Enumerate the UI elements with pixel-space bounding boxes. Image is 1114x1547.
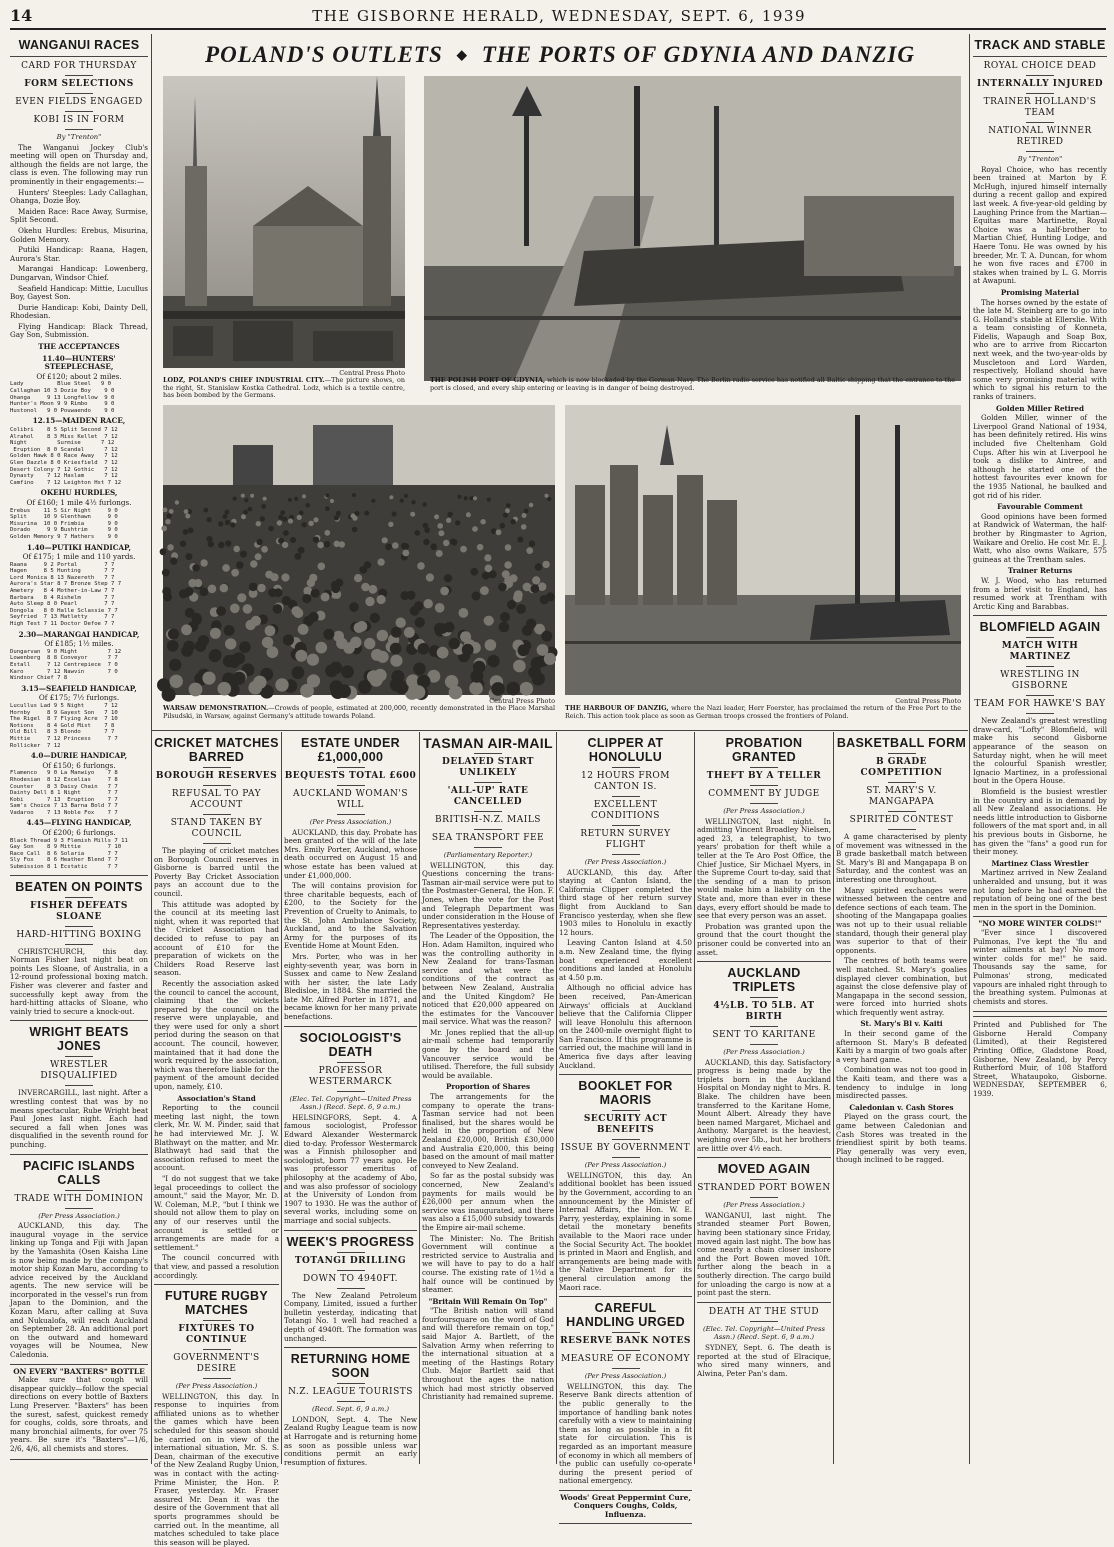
race-selection: Seafield Handicap: Mittie, Lucullus Boy, Gayest Son.: [10, 283, 148, 302]
article-paragraph: WELLINGTON, this day. An additional booklet has been issued by the Government, according to an announcement by the Minister of Internal Affairs, the Hon. W. E. Parry, yesterday, explaining in some detail the monetary benefits available to the Maori race under the Social Security Act. The booklet is printed in Maori and English, and arrangements are being made with the Native Department for its general circulation among the Maori race.: [559, 1170, 692, 1292]
race-cards: [10, 355, 148, 871]
headline-rugby: FUTURE RUGBY MATCHES: [165, 1289, 268, 1318]
article-paragraph: The council concurred with that view, and passed a resolution accordingly.: [154, 1253, 279, 1280]
race-card-title: 11.40—HUNTERS' STEEPLECHASE,: [42, 353, 116, 372]
section-heading: "Britain Will Remain On Top": [428, 1296, 548, 1306]
race-card-title: 4.0—DURIE HANDICAP,: [30, 751, 128, 761]
subhead: HARD-HITTING BOXING: [16, 929, 142, 940]
photo-caption-lodz: LODZ, POLAND'S CHIEF INDUSTRIAL CITY.—The picture shows, on the right, St. Stanislaw Kostka Cathedral. Lodz, which is a textile centre, has been bombed by the Germans.: [163, 376, 405, 400]
danzig-harbour-illustration: [565, 405, 961, 695]
article-paragraph: The Leader of the Opposition, the Hon. Adam Hamilton, inquired who was the controlling authority in New Zealand for trans-Tasman service and what were the conditions of the contract as between New Zealand, Australia and the United Kingdom? He noticed that £20,000 appeared on the estimates for the Vancouver mail service. What was the reason?: [422, 931, 554, 1027]
subhead: PROFESSOR WESTERMARCK: [309, 1065, 392, 1087]
byline: (Per Press Association.): [723, 1048, 805, 1057]
subhead: ST. MARY'S V. MANGAPAPA: [866, 786, 937, 807]
subhead: 4½LB. TO 5LB. AT BIRTH: [713, 1001, 815, 1023]
masthead-title: THE GISBORNE HERALD, WEDNESDAY, SEPT. 6, 1939: [312, 7, 807, 25]
article-paragraph: The centres of both teams were well matched. St. Mary's goalies displayed clever combination, but against the close defensive play of Mangapapa in the second session, were forced into hurried shots which frequently went astray.: [836, 956, 967, 1017]
subhead: FISHER DEFEATS SLOANE: [30, 900, 128, 922]
article-paragraph: "The British nation will stand fourfoursquare on the word of God and will therefore remain on top," said Major A. Bartlett, of the Salvation Army when referring to the international situation at a meeting of the Hastings Rotary Club. Major Bartlett said that throughout the ages the nation which had most strictly observed Christianity had remained supreme.: [422, 1306, 554, 1402]
subhead: TEAM FOR HAWKE'S BAY: [974, 699, 1106, 710]
subhead: RESERVE BANK NOTES: [560, 1336, 691, 1347]
section-heading: Martinez Class Wrestler: [991, 858, 1089, 868]
subhead: WRESTLER DISQUALIFIED: [40, 1060, 118, 1082]
subhead: SPIRITED CONTEST: [849, 815, 954, 825]
section-heading: Caledonian v. Cash Stores: [849, 1102, 954, 1112]
article-paragraph: AUCKLAND, this day. After staying at Canton Island, the California Clipper completed the third stage of her return survey flight from Auckland to San Francisco yesterday, when she flew 1903 miles to Honolulu in exactly 12 hours.: [559, 867, 692, 937]
subhead: COMMENT BY JUDGE: [708, 789, 820, 799]
printer-imprint: Printed and Published for The Gisborne Herald Company (Limited), at their Registered Printing Office, Gladstone Road, Gisborne, New Zealand, by Percy Rutherford Muir, of 108 Stafford Street, Whataupoko, Gisborne. WEDNESDAY, SEPTEMBER 6, 1939.: [973, 1020, 1107, 1099]
subhead: FIXTURES TO CONTINUE: [178, 1324, 255, 1346]
article-paragraph: Combination was not too good in the Kaiti team, and there was a tendency to indulge in long misdirected passes.: [836, 1065, 967, 1101]
headline-tasman: TASMAN AIR-MAIL: [423, 735, 553, 751]
diamond-icon: ◆: [456, 47, 468, 62]
section-heading: Association's Stand: [177, 1093, 256, 1103]
race-selection: Okehu Hurdles: Erebus, Misurina, Golden Memory.: [10, 225, 148, 244]
article-paragraph: WANGANUI, last night. The stranded steamer Port Bowen, having been stationary since Friday, moved again last night. The bow has come nearly a chain closer inshore and the Port Bowen moved 10ft. further along the beach in a southerly direction. The cargo build for unloading the cargo is now at a point past the stern.: [697, 1210, 831, 1298]
race-card-conditions: Of £185; 1½ miles.: [44, 639, 114, 649]
subhead: 'ALL-UP' RATE CANCELLED: [447, 786, 529, 807]
column-cricket: [154, 734, 279, 1547]
photo-caption-warsaw: WARSAW DEMONSTRATION.—Crowds of people, estimated at 200,000, recently demonstrated in the Place Marshal Pilsudski, in Warsaw, against Germany's attitude towards Poland.: [163, 704, 555, 720]
subhead: SECURITY ACT BENEFITS: [583, 1114, 668, 1136]
race-selection: Hunters' Steeples: Lady Callaghan, Ohanga, Dozie Boy.: [10, 187, 148, 206]
column-basketball: [836, 734, 967, 1464]
subhead: SEA TRANSPORT FEE: [431, 833, 545, 843]
advert-text: Make sure that cough will disappear quickly—follow the special directions on every bottle of Baxters Lung Preserver. "Baxters" has been the surest, safest, quickest remedy for coughs, colds, sore throats, and many bronchial ailments, for over 75 years. Be sure it's "Baxters"—1/6, 2/6, 4/6, all chemists and stores.: [10, 1375, 148, 1453]
article-paragraph: The horses owned by the estate of the late M. Steinberg are to go into G. Holland's stable at Ellerslie. With a team consisting of Konneta, Fidelis, Wapaugh and Soap Box, who are to arrive from Riccarton next week, and the two-year-olds by Muscletoon and Lord Warden, respectively, Holland should have some very promising material with which to signal his return to the ranks of trainers.: [973, 297, 1107, 402]
subhead: CARD FOR THURSDAY: [21, 61, 137, 71]
headline-triplets: AUCKLAND TRIPLETS: [727, 966, 801, 995]
article-paragraph: AUCKLAND, this day. The inaugural voyage in the service linking up Tonga and Fiji with Japan by the Yamashita (Osen Kaisha Line is now being made by the company's motor ship Kozan Maru, according to advice received by the Auckland agents. The new service will be incorporated in the vessel's run from Japan to the Dominion, and the Kozan Maru, after calling at Suva and Nukualofa, will reach Auckland on September 28. An additional port on the outward and homeward voyages will be Noumea, New Caledonia.: [10, 1221, 148, 1360]
subhead: BRITISH-N.Z. MAILS: [435, 815, 541, 825]
subhead: WRESTLING IN GISBORNE: [1000, 670, 1080, 692]
byline: (Per Press Association.): [584, 1161, 667, 1170]
banner-right: THE PORTS OF GDYNIA AND DANZIG: [481, 42, 915, 67]
photo-caption-gdynia: THE POLISH PORT OF GDYNIA, which is now blockaded by the German Navy. The Berlin radio service has notified all Baltic shipping that the entrance to the port is closed, and every ship entering or leaving is in danger of being destroyed.: [430, 376, 955, 392]
race-selection: Flying Handicap: Black Thread, Gay Son, Submission.: [10, 321, 148, 340]
article-paragraph: The New Zealand Petroleum Company, Limited, issued a further bulletin yesterday, indicating that Totangi No. 1 well had reached a depth of 4940ft. The formation was unchanged.: [284, 1290, 417, 1343]
race-card-acceptances: Black Thread 9 3 Flemish Mills 7 11 Gay Son 8 9 Mittie 7 10 Race Call 8 6 Solaria 7 7 Sly Fox 8 6 Heather Blend 7 7 Submission 8 1 Ecstatic 7 7: [10, 837, 128, 871]
advert-text: Woods' Great Peppermint Cure, Conquers Coughs, Colds, Influenza.: [560, 1492, 691, 1520]
headline-wanganui-races: WANGANUI RACES: [18, 38, 140, 52]
article-paragraph: HELSINGFORS, Sept. 4. A famous sociologist, Professor Edward Alexander Westermarck died to-day. Professor Westermarck was a Finnish philosopher and sociologist, born 77 years ago. He was professor emeritus of philosophy at the academy of Abo, and was also professor of sociology at the University of London from 1907 to 1930. He was the author of several works, including some on marriage and social subjects.: [284, 1112, 417, 1225]
article-paragraph: Many spirited exchanges were witnessed between the centre and defence sections of each team. The shooting of the Mangapapa goalies was not up to their usual reliable standard, though their general play was superior to that of their opponents.: [836, 885, 967, 955]
article-paragraph: The will contains provision for three charitable bequests, each of £200, to the Society for the Prevention of Cruelty to Animals, to the St. John Ambulance Society, Auckland, and to the Salvation Army for the purposes of its Eventide Home at Mount Eden.: [284, 881, 417, 951]
race-card-acceptances: Raana 9 2 Portal 7 7 Hagen 8 5 Hunting 7 7 Lord Monica 8 13 Nazereth 7 7 Aurora's Star 8 7 Bronze Step 7 7 Ametery 8 4 Mother-in-Law 7 7 Barbara 8 4 Rishelm 7 7 Auto Sleep 8 0 Pearl 7 7 Dongola 8 0 Halle Sclassie 7 7 Seyfried 7 13 Matletty 7 7 High Test 7 11 Doctor Defoe 7 7: [10, 561, 122, 628]
section-heading: Favourable Comment: [997, 502, 1083, 512]
byline: By "Trenton": [56, 133, 102, 141]
headline-wright-beats-jones: WRIGHT BEATS JONES: [29, 1025, 129, 1054]
column-estate: [284, 734, 417, 1467]
subhead: MEASURE OF ECONOMY: [561, 1354, 690, 1365]
subhead: GOVERNMENT'S DESIRE: [173, 1353, 260, 1375]
subhead: STRANDED PORT BOWEN: [697, 1183, 831, 1194]
subhead: DOWN TO 4940FT.: [302, 1273, 398, 1284]
subhead: SENT TO KARITANE: [712, 1030, 816, 1041]
section-heading: Proportion of Shares: [445, 1082, 531, 1092]
headline-blomfield: BLOMFIELD AGAIN: [979, 620, 1101, 635]
article-paragraph: Good opinions have been formed at Randwick of Waterman, the half-brother by Ringmaster to Agrion, Waikare and Orelio. He cost Mr. E. J. Watt, who also owns Waikare, 575 guineas at the Trentham sales.: [973, 511, 1107, 564]
headline-beaten-on-points: BEATEN ON POINTS: [15, 879, 143, 894]
article-paragraph: AUCKLAND, this day. Satisfactory progress is being made by the triplets born in the Auckland Hospital on Monday night to Mrs. R. Blake. The children have been transferred to the Karitane Home, Mount Albert. Already they have been named Margaret, Michael and Anthony. Margaret is the heaviest, weighing over 5lb., but her brothers are little over 4½ each.: [697, 1057, 831, 1153]
subhead: 12 HOURS FROM CANTON IS.: [580, 771, 671, 792]
article-paragraph: Probation was granted upon the ground that the court thought the prisoner could be converted into an asset.: [697, 921, 831, 957]
article-paragraph: WELLINGTON, this day. Questions concerning the trans-Tasman air-mail service were put to the Postmaster-General, the Hon. F. Jones, when the vote for the Post and Telegraph Department was under consideration in the House of Representatives yesterday.: [422, 860, 554, 930]
article-paragraph: Mrs. Porter, who was in her eighty-seventh year, was born in Sussex and came to New Zealand with her sister, the late Lady Bledisloe, in 1884. She married the late Mr. Alfred Porter in 1871, and became known for her many private benefactions.: [284, 951, 417, 1022]
photo-lodz: [163, 76, 405, 368]
lodz-cathedral-illustration: [163, 76, 405, 368]
subhead: FORM SELECTIONS: [24, 79, 134, 89]
right-column: [973, 36, 1107, 1464]
article-paragraph: "I do not suggest that we take legal proceedings to collect the amount," said the Mayor, Mr. D. W. Coleman, M.P., "but I think we should not allow them to play on any of our reserves until the account is settled or arrangements are made for a settlement.": [154, 1173, 279, 1252]
headline-probation: PROBATION GRANTED: [725, 736, 803, 764]
race-card-acceptances: Lucullus Lad 9 5 Night 7 12 Hornby 8 9 Gayest Son 7 10 The Rigel 8 7 Flying Acre 7 10 Notions 8 4 Gold Mist 7 8 Old Bill 8 3 Blondo 7 7 Mittie 7 12 Princess 7 7 Rollicker 7 12: [10, 702, 118, 749]
article-paragraph: WELLINGTON, last night. In admitting Vincent Broadley Nielsen, aged 23, a telegraphist, to two years' probation for theft while a teller at the Te Aro Post Office, the Chief Justice, Sir Michael Myers, in the Supreme Court to-day, said that the sending of a man to prison would make him a liability on the State and, more than ever in these days, every effort should be made to see that every person was an asset.: [697, 816, 831, 921]
race-selections: [10, 189, 148, 341]
article-paragraph: Although no official advice has been received, Pan-American Airways' officials at Auckland believe that the California Clipper will leave Honolulu this afternoon on the 2400-mile overnight flight to San Francisco. If this programme is carried out, the machine will land in America five days after leaving Auckland.: [559, 983, 692, 1070]
subhead: INTERNALLY INJURED: [976, 79, 1103, 89]
photo-credit: Central Press Photo: [489, 697, 555, 705]
race-card-conditions: Of £200; 6 furlongs.: [42, 828, 116, 838]
subhead: BOROUGH RESERVES: [155, 771, 278, 781]
race-card-title: 12.15—MAIDEN RACE,: [32, 416, 126, 426]
masthead: [10, 4, 1106, 30]
subhead: BEQUESTS TOTAL £600: [284, 771, 417, 781]
article-paragraph: SYDNEY, Sept. 6. The death is reported at the stud of Elracique, who sired many winners, and Alwina, Peter Pan's dam.: [697, 1342, 831, 1378]
headline-weeks-progress: WEEK'S PROGRESS: [286, 1234, 415, 1249]
article-paragraph: In their second game of the afternoon St. Mary's B defeated Kaiti by a margin of two goals after a very hard game.: [836, 1029, 967, 1064]
race-card-acceptances: Dungarvan 9 0 Might 7 12 Lowenberg 8 8 Conveyor 7 7 Estall 7 12 Centrepiece 7 0 Karo 7 12 Nawvin 7 0 Windsor Chief 7 8: [10, 648, 122, 682]
subhead: REFUSAL TO PAY ACCOUNT: [171, 789, 262, 810]
section-heading: Promising Material: [1000, 287, 1080, 297]
headline-track-and-stable: TRACK AND STABLE: [974, 38, 1106, 52]
article-paragraph: Leaving Canton Island at 4.50 a.m. New Zealand time, the flying boat experienced excellent conditions and landed at Honolulu at 4.50 p.m.: [559, 938, 692, 982]
subhead: KOBI IS IN FORM: [33, 115, 125, 125]
article-paragraph: A game characterised by plenty of movement was witnessed in the B grade basketball match between St. Mary's Bl and Mangapapa B on Saturday, and the contest was an interesting one throughout.: [836, 832, 967, 884]
subhead: NATIONAL WINNER RETIRED: [988, 126, 1092, 147]
byline: (Per Press Association.): [584, 858, 667, 866]
subhead: EVEN FIELDS ENGAGED: [15, 97, 143, 107]
banner-left: POLAND'S OUTLETS: [205, 42, 443, 67]
byline: (Per Press Association.): [38, 1211, 120, 1220]
article-paragraph: The Wanganui Jockey Club's meeting will open on Thursday and, although the fields are not large, the class is even. The following may run prominently in their engagements:—: [10, 142, 148, 186]
byline: (Per Press Association.): [723, 807, 805, 815]
race-card-title: 4.45—FLYING HANDICAP,: [26, 818, 132, 828]
photo-feature-banner: [155, 40, 965, 70]
headline-clipper: CLIPPER AT HONOLULU: [587, 736, 664, 764]
byline: (Per Press Association.): [584, 1372, 667, 1381]
race-card-conditions: Of £160; 1 mile 4½ furlongs.: [26, 497, 132, 507]
photo-credit: Central Press Photo: [339, 369, 405, 377]
subhead: AUCKLAND WOMAN'S WILL: [293, 789, 408, 810]
race-card-conditions: Of £120; about 2 miles.: [36, 371, 122, 381]
advert-woods: [559, 1490, 692, 1524]
race-selection: Putiki Handicap: Raana, Hagen, Aurora's Star.: [10, 245, 148, 263]
race-card-acceptances: Lady Blue Steel 9 0 Callaghan 10 3 Dozie Boy 9 0 Ohanga 9 13 Longfellow 9 0 Hunter's Moon 9 9 Rimbo 9 0 Hustonol 9 0 Pouwaendo 9 0: [10, 381, 115, 414]
race-selection: Maiden Race: Race Away, Surmise, Split Second.: [10, 206, 148, 225]
warsaw-crowd-illustration: [163, 405, 555, 695]
subhead: TRAINER HOLLAND'S TEAM: [983, 97, 1097, 118]
column-tasman: [422, 734, 554, 1464]
article-paragraph: The playing of cricket matches on Borough Council reserves in Gisborne is barred until the Poverty Bay Cricket Association pays an account due to the council.: [154, 846, 279, 898]
article-paragraph: Golden Miller, winner of the Liverpool Grand National of 1934, has been definitely retired. His wins included five Cheltenham Gold Cups. After his win at Liverpool he took a dislike to Aintree, and although he started one of the hottest favourites ever known for the 1935 National, he baulked and got rid of his rider.: [973, 413, 1107, 500]
article-paragraph: Martinez arrived in New Zealand unheralded and unsung, but it was not long before he had earned the reputation of being one of the best men in the sport in the Dominion.: [973, 868, 1107, 912]
article-paragraph: Reporting to the council meeting last night, the town clerk, Mr. W. M. Pinder, said that he had interviewed Mr. J. W. Blathwayt on the matter, and Mr. Blathwayt had said that the association refused to meet the account.: [154, 1103, 279, 1173]
headline-cricket: CRICKET MATCHES BARRED: [154, 736, 279, 764]
article-paragraph: AUCKLAND, this day. Probate has been granted of the will of the late Mrs. Emily Porter, Auckland, whose death occurred on August 15 and whose estate has been valued at under £1,000,000.: [284, 827, 417, 880]
article-paragraph: LONDON, Sept. 4. The New Zealand Rugby League team is now at Harrogate and is returning home as soon as possible unless war conditions permit an early resumption of fixtures.: [284, 1414, 417, 1467]
article-paragraph: Mr. Jones replied that the all-up air-mail scheme had temporarily gone by the board and the Vancouver service would be utilised. Therefore, the full subsidy would be available.: [422, 1027, 554, 1080]
subhead: RETURN SURVEY FLIGHT: [580, 829, 671, 850]
subhead: ROYAL CHOICE DEAD: [983, 61, 1097, 71]
article-paragraph: W. J. Wood, who has returned from a brief visit to England, has resumed work at Trentham with Arctic King and Barabbas.: [973, 575, 1107, 611]
section-heading: Trainer Returns: [1007, 566, 1073, 576]
article-paragraph: This attitude was adopted by the council at its meeting last night, when it was reported that the Cricket Association had decided to refuse to pay an account of £10 for the preparation of wickets on the Childers Road Reserve last season.: [154, 899, 279, 978]
photo-danzig: [565, 405, 961, 695]
subhead: EXCELLENT CONDITIONS: [591, 800, 660, 821]
photo-caption-danzig: THE HARBOUR OF DANZIG, where the Nazi leader, Herr Foerster, has proclaimed the return of the Free Port to the Reich. This action took place as soon as German troops crossed the frontiers of Poland.: [565, 704, 961, 720]
page-number: 14: [10, 6, 33, 25]
advert-pulmonas: [973, 916, 1107, 1012]
advert-baxters: [10, 1364, 148, 1460]
column-clipper: [559, 734, 692, 1520]
article-paragraph: The arrangements for the company to operate the trans-Tasman service had not been finalised, but the shares would be held in the proportion of New Zealand £20,000, British £30,000 and Australia £20,000, this being based on the amount of mail matter conveyed to New Zealand.: [422, 1092, 554, 1170]
advert-text: "Ever since I discovered Pulmonas, I've kept the 'flu and winter ailments at bay! No more winter colds for me!" he said. Thousands say the same, for Pulmonas' strong, medicated vapours are inhaled right through to the breathing system. Pulmonas at chemists and stores.: [973, 927, 1107, 1006]
column-probation: [697, 734, 831, 1464]
byline: (Per Press Association.): [723, 1201, 805, 1210]
headline-estate: ESTATE UNDER £1,000,000: [301, 736, 400, 764]
byline: (Elec. Tel. Copyright—United Press Assn.) (Recd. Sept. 6, 9 a.m.): [703, 1324, 825, 1342]
advert-headline: "NO MORE WINTER COLDS!": [978, 919, 1102, 929]
byline: By "Trenton": [1017, 155, 1063, 163]
race-card-conditions: Of £175; 1 mile and 110 yards.: [22, 552, 136, 562]
photo-warsaw: [163, 405, 555, 695]
article-paragraph: Played on the grass court, the game between Caledonian and Cash Stores was treated in the friendliest spirit by both teams. Play generally was very even, though inclined to be ragged.: [836, 1112, 967, 1165]
byline: (Elec. Tel. Copyright—United Press Assn.) (Recd. Sept. 6, 9 a.m.): [289, 1094, 412, 1112]
subhead: THEFT BY A TELLER: [706, 771, 822, 781]
subhead: N.Z. LEAGUE TOURISTS: [288, 1387, 413, 1398]
byline: (Parliamentary Reporter.): [443, 851, 533, 859]
race-card-title: 3.15—SEAFIELD HANDICAP,: [21, 683, 137, 693]
race-card-acceptances: Erebus 11 5 Sir Night 9 0 Split 10 9 Glenthawn 9 0 Misurina 10 0 Frimbia 9 0 Dorado 9 9 Bushtrim 9 0 Golden Memory 9 7 Hathers 9 0: [10, 507, 118, 540]
byline: (Per Press Association.): [175, 1382, 258, 1391]
article-paragraph: New Zealand's greatest wrestling draw-card, "Lofty" Blomfield, will make his second Gisborne appearance of the season on Saturday night, when he will meet the colourful Spanish wrestler, Ignacio Martinez, in a professional bout in the Opera House.: [973, 716, 1107, 786]
race-card-acceptances: Flamenco 9 0 La Manwiyo 7 8 Rhodesian 8 12 Excelias 7 8 Counter 8 3 Daisy Chain 7 7 Dainty Dell 8 1 Night 7 7 Kobi 7 13 Eruption 7 7 Sam's Choice 7 13 Barna Bold 7 7 Vadaroo 7 13 Noble Fox 7 7: [10, 770, 118, 816]
subhead: MATCH WITH MARTINEZ: [1001, 641, 1079, 663]
article-paragraph: So far as the postal subsidy was concerned, New Zealand's payments for mails would be £26,000 per annum when the service was inaugurated, and there was also a £15,000 subsidy towards the Empire air-mail scheme.: [422, 1171, 554, 1232]
subhead: TRADE WITH DOMINION: [14, 1193, 144, 1204]
headline-death-at-stud: DEATH AT THE STUD: [708, 1306, 820, 1317]
subhead: B GRADE COMPETITION: [860, 757, 943, 778]
photo-credit: Central Press Photo: [895, 697, 961, 705]
acceptances-heading: THE ACCEPTANCES: [38, 342, 120, 352]
gdynia-port-illustration: [424, 76, 961, 381]
section-heading: St. Mary's Bl v. Kaiti: [860, 1019, 943, 1029]
race-card-acceptances: Colibri 8 5 Split Second 7 12 Alrahol 8 3 Miss Kellet 7 12 Night Surmise 7 12 Eruption 8 0 Scandal 7 12 Golden Hawk 8 0 Race Away 7 12 Glen Dazzle 8 0 Kriesfield 7 12 Desert Colony 7 12 Gothic 7 12 Dynasty 7 12 Haslam 7 12 Camfino 7 12 Leighton Hst 7 12: [10, 427, 122, 486]
headline-basketball: BASKETBALL FORM: [836, 736, 967, 750]
left-column: [10, 36, 148, 1464]
photo-gdynia: [424, 76, 961, 381]
headline-pacific-islands: PACIFIC ISLANDS CALLS: [23, 1158, 135, 1187]
article-paragraph: INVERCARGILL, last night. After a wrestling contest that was by no means spectacular, Rube Wright beat Paul Jones last night. Each had secured a fall when Jones was disqualified in the seventh round for punching.: [10, 1088, 148, 1149]
headline-returning-home: RETURNING HOME SOON: [290, 1352, 411, 1381]
headline-booklet: BOOKLET FOR MAORIS: [578, 1079, 673, 1108]
article-paragraph: Royal Choice, who has recently been trained at Marton by F. McHugh, injured himself internally during a recent gallop and expired last week. A five-year-old gelding by Laughing Prince from the Martian—Equitas mare Martinette, Royal Choice was a half-brother to Martian Chief, Hunting Lodge, and Haere Tonu. He was owned by his breeder, Mr. T. A. Duncan, for whom he won five races and £700 in stakes when trained by L. G. Morris at Awapuni.: [973, 164, 1107, 286]
race-card-title: 1.40—PUTIKI HANDICAP,: [27, 542, 131, 552]
race-card-title: OKEHU HURDLES,: [40, 488, 118, 498]
race-card-title: 2.30—MARANGAI HANDICAP,: [18, 629, 140, 639]
headline-moved-again: MOVED AGAIN: [717, 1162, 811, 1177]
article-paragraph: WELLINGTON, this day. In response to inquiries from affiliated unions as to whether the games which have been scheduled for this season should be carried on in view of the international situation, Mr. S. S. Dean, chairman of the executive of the New Zealand Rugby Union, was in contact with the acting-Prime Minister, the Hon. P. Fraser, yesterday. Mr. Fraser assured Mr. Dean it was the desire of the Government that all sports programmes should be carried out. In the meantime, all matches scheduled to take place this season will be played.: [154, 1391, 279, 1547]
article-paragraph: CHRISTCHURCH, this day. Norman Fisher last night beat on points Les Sloane, of Australia, in a 12-round professional boxing match. Fisher was cleverer and faster and successfully kept away from the hard-hitting attacks of Sloane, who vainly tried to secure a knock-out.: [10, 946, 148, 1016]
article-paragraph: The Minister: No. The British Government will continue a restricted service to Australia and we will have to pay to do a half course. The existing rate of 1½d a half ounce will be continued by steamer.: [422, 1233, 554, 1295]
section-heading: Golden Miller Retired: [996, 403, 1084, 413]
byline: (Per Press Association.): [309, 818, 392, 826]
subhead: DELAYED START UNLIKELY: [442, 757, 534, 778]
article-paragraph: Recently the association asked the council to cancel the account, claiming that the wickets prepared by the council on the reserve were unplayable, and they were used for only a short period during the season on that account. The council, however, maintained that it had done the work required by the association, which was therefore liable for the payment of the amount decided upon, namely, £10.: [154, 978, 279, 1092]
race-card-conditions: Of £175; 7½ furlongs.: [38, 693, 120, 703]
subhead: TOTANGI DRILLING: [294, 1255, 407, 1266]
subhead: STAND TAKEN BY COUNCIL: [170, 818, 263, 839]
advert-headline: ON EVERY "BAXTERS" BOTTLE: [13, 1366, 145, 1376]
article-paragraph: Blomfield is the busiest wrestler in the country and is in demand by all New Zealand associations. He needs little introduction to Gisborne followers of the mat sport and, in all his previous bouts in Gisborne, he has given the "fans" a good run for their money.: [973, 787, 1107, 857]
article-paragraph: WELLINGTON, this day. The Reserve Bank directs attention of the public generally to the importance of handling bank notes carefully with a view to maintaining them as long as possible in a fit state for circulation. This is regarded as an important measure of economy in which all members of the public can usefully co-operate during the present period of national emergency.: [559, 1381, 692, 1486]
headline-sociologist: SOCIOLOGIST'S DEATH: [299, 1030, 402, 1059]
race-selection: Marangai Handicap: Lowenberg, Dungarvan, Windsor Chief.: [10, 264, 148, 282]
byline: (Recd. Sept. 6, 9 a.m.): [312, 1405, 389, 1414]
subhead: ISSUE BY GOVERNMENT: [560, 1143, 691, 1154]
headline-careful-handling: CAREFUL HANDLING URGED: [566, 1301, 685, 1330]
race-card-conditions: Of £150; 6 furlongs.: [42, 760, 116, 770]
race-selection: Durie Handicap: Kobi, Dainty Dell, Rhodesian.: [10, 302, 148, 321]
